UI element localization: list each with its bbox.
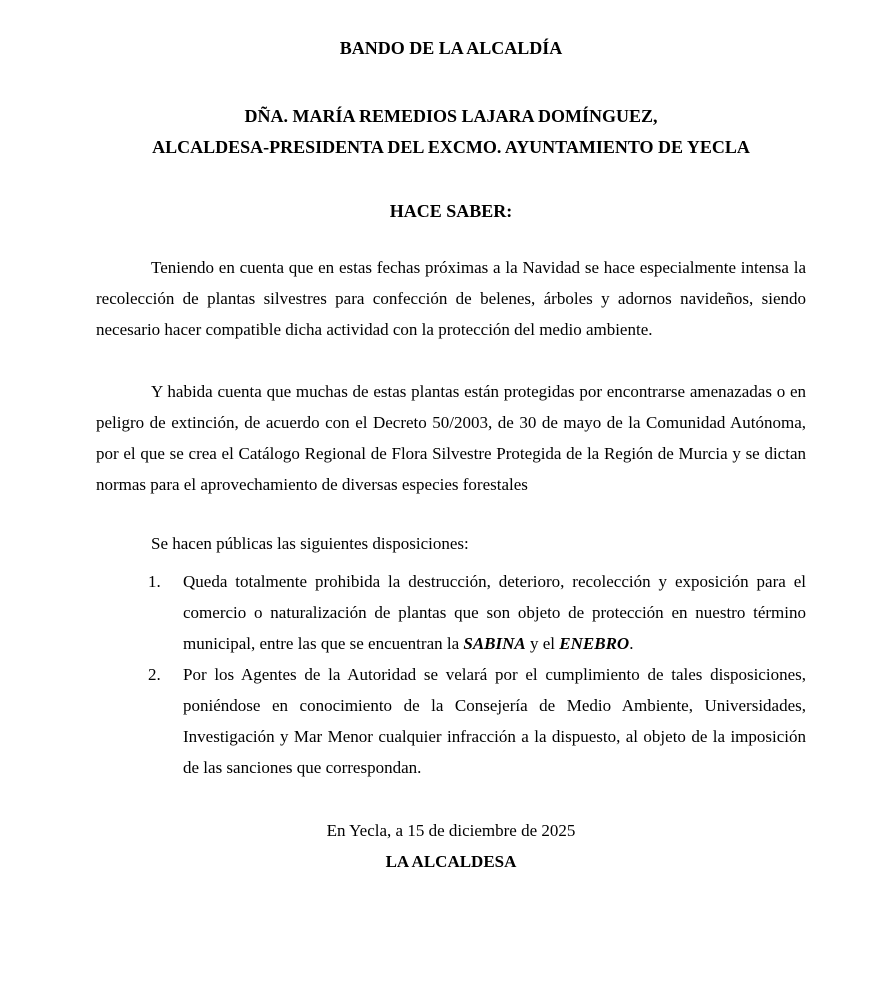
list-number-2: 2. [148,665,161,684]
disposition-1-connector: y el [525,634,560,653]
disposition-2-text: Por los Agentes de la Autoridad se velará por el cumplimiento de tales disposiciones, poniéndose en conocimiento de la Consejería de Medio Ambiente, Universidades, Investigación y Mar Menor cualquier infracción a la dispuesto, al objeto de la imposición de las sanciones que correspondan. [183,665,806,777]
list-number-1: 1. [148,572,161,591]
disposition-1-period: . [629,634,634,653]
proclamation-heading: HACE SABER: [389,201,513,221]
document-title: BANDO DE LA ALCALDÍA [339,38,563,58]
paragraph-decreto: Y habida cuenta que muchas de estas plantas están protegidas por encontrarse amenazadas o en peligro de extinción, de acuerdo con el Decreto 50/2003, de 30 de mayo de la Comunidad Autónoma, por el que se crea el Catálogo Regional de Flora Silvestre Protegida de la Región de Murcia y se dictan normas para el aprovechamiento de diversas especies forestales [96,382,806,494]
species-enebro: ENEBRO [559,634,630,653]
dispositions-intro: Se hacen públicas las siguientes disposiciones: [151,534,469,553]
paragraph-navidad: Teniendo en cuenta que en estas fechas próximas a la Navidad se hace especialmente intensa la recolección de plantas silvestres para confección de belenes, árboles y adornos navideños, siendo necesario hacer compatible dicha actividad con la protección del medio ambiente. [96,258,806,339]
species-sabina: SABINA [463,634,526,653]
disposition-item-1 [96,566,806,659]
disposition-item-2 [96,659,806,783]
addressee-name: DÑA. MARÍA REMEDIOS LAJARA DOMÍNGUEZ, [244,106,658,126]
dispositions-list [96,566,806,783]
signature-title: LA ALCALDESA [385,852,517,871]
addressee-block [96,101,806,163]
addressee-role: ALCALDESA-PRESIDENTA DEL EXCMO. AYUNTAMIENTO DE YECLA [152,137,750,157]
date-place-line: En Yecla, a 15 de diciembre de 2025 [326,821,576,840]
disposition-1-text: Queda totalmente prohibida la destrucción, deterioro, recolección y exposición para el comercio o naturalización de plantas que son objeto de protección en nuestro término municipal, entre las que se encuentran la [183,572,806,653]
